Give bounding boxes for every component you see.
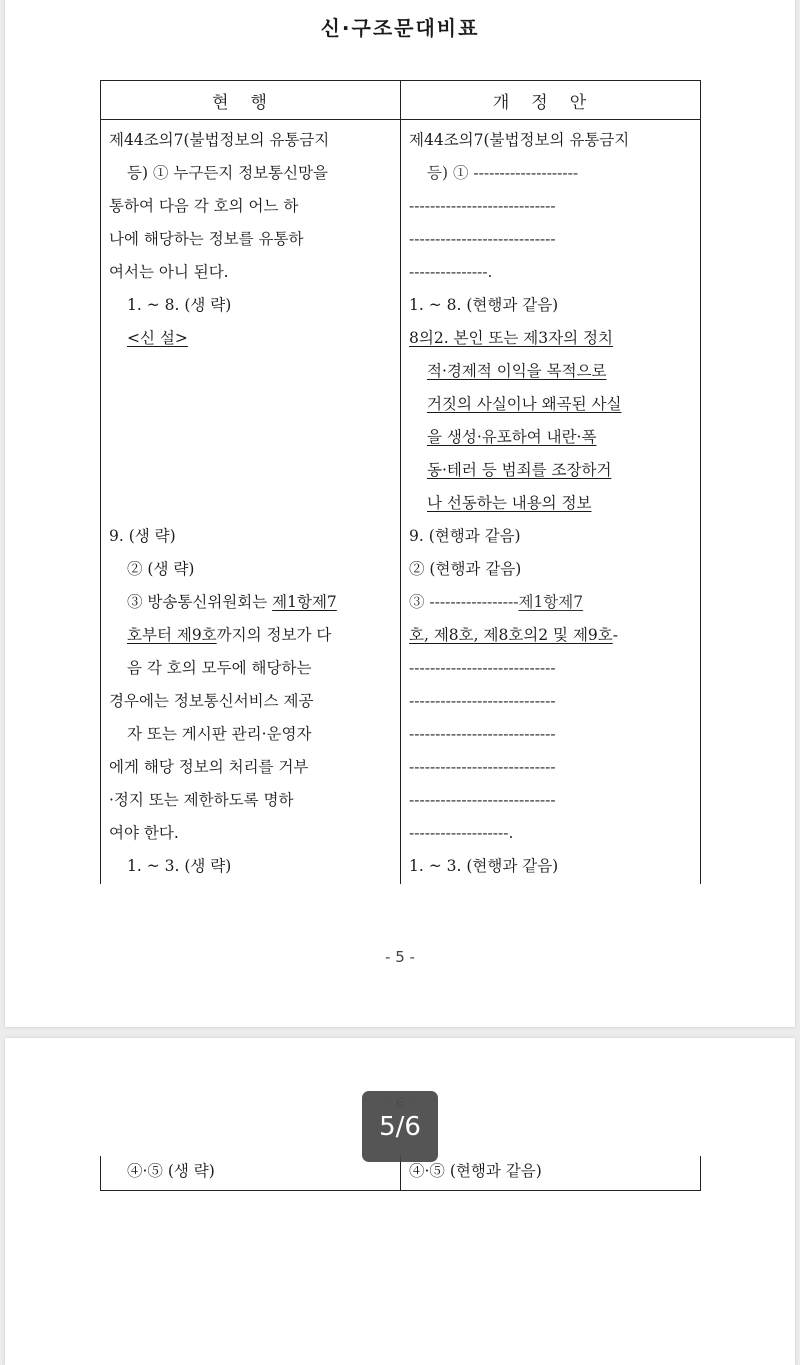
page-number: - 5 - xyxy=(385,948,415,966)
revised-item-8-2-line: 거짓의 사실이나 왜곡된 사실 xyxy=(427,395,622,413)
current-item-9: 9. (생 략) xyxy=(109,527,176,545)
current-para-3-line: 음 각 호의 모두에 해당하는 xyxy=(127,659,312,677)
current-para-3-line: 에게 해당 정보의 처리를 거부 xyxy=(109,758,309,776)
revised-para-3-line: ③ -----------------제1항제7 xyxy=(409,593,584,611)
revised-dash-line: ---------------------------- xyxy=(409,692,556,710)
current-article-line: 등) ① 누구든지 정보통신망을 xyxy=(127,164,329,182)
revised-items-1-8: 1. ~ 8. (현행과 같음) xyxy=(409,296,559,314)
revised-column-header: 개정안 xyxy=(401,81,701,120)
revised-law-cell xyxy=(401,1156,701,1191)
current-article-line: 통하여 다음 각 호의 어느 하 xyxy=(109,197,299,215)
current-para-3-line: 호부터 제9호까지의 정보가 다 xyxy=(127,626,332,644)
revised-dash-line: ---------------------------- xyxy=(409,659,556,677)
revised-item-8-2-line: 8의2. 본인 또는 제3자의 정치 xyxy=(409,329,613,347)
current-para-3-line: ·정지 또는 제한하도록 명하 xyxy=(109,791,294,809)
revised-article-line: 제44조의7(불법정보의 유통금지 xyxy=(409,131,630,149)
document-page-5 xyxy=(5,0,795,1027)
current-para-3-line: 경우에는 정보통신서비스 제공 xyxy=(109,692,314,710)
revised-items-1-3: 1. ~ 3. (현행과 같음) xyxy=(409,857,559,875)
current-law-cell xyxy=(101,120,401,885)
revised-dash-line: -------------------. xyxy=(409,824,514,842)
current-para-4-5: ④·⑤ (생 략) xyxy=(127,1162,215,1180)
document-page-6 xyxy=(5,1038,795,1365)
revised-article-line: 등) ① -------------------- xyxy=(427,164,579,182)
current-para-3-line: 여야 한다. xyxy=(109,824,179,842)
revised-para-4-5: ④·⑤ (현행과 같음) xyxy=(409,1162,542,1180)
page-indicator-badge: 5/6 xyxy=(362,1091,438,1162)
current-article-line: 제44조의7(불법정보의 유통금지 xyxy=(109,131,330,149)
revised-item-8-2-line: 동·테러 등 범죄를 조장하거 xyxy=(427,461,612,479)
revised-dash-line: ---------------------------- xyxy=(409,791,556,809)
revised-para-2: ② (현행과 같음) xyxy=(409,560,522,578)
revised-item-8-2-line: 나 선동하는 내용의 정보 xyxy=(427,494,592,512)
current-para-3-line: ③ 방송통신위원회는 제1항제7 xyxy=(127,593,337,611)
revised-dash-line: ---------------------------- xyxy=(409,197,556,215)
revised-item-8-2-line: 을 생성·유포하여 내란·폭 xyxy=(427,428,597,446)
current-article-line: 여서는 아니 된다. xyxy=(109,263,229,281)
comparison-table xyxy=(100,80,701,884)
revised-law-cell xyxy=(401,120,701,885)
revised-item-9: 9. (현행과 같음) xyxy=(409,527,521,545)
document-title: 신·구조문대비표 xyxy=(320,16,480,40)
current-items-1-8: 1. ~ 8. (생 략) xyxy=(127,296,232,314)
revised-item-8-2-line: 적·경제적 이익을 목적으로 xyxy=(427,362,607,380)
revised-para-3-line: 호, 제8호, 제8호의2 및 제9호- xyxy=(409,626,619,644)
revised-dash-line: ---------------------------- xyxy=(409,230,556,248)
revised-dash-line: ---------------------------- xyxy=(409,725,556,743)
current-para-3-line: 자 또는 게시판 관리·운영자 xyxy=(127,725,312,743)
current-new-provision: <신 설> xyxy=(127,329,188,347)
current-column-header: 현행 xyxy=(101,81,401,120)
current-article-line: 나에 해당하는 정보를 유통하 xyxy=(109,230,304,248)
current-items-1-3: 1. ~ 3. (생 략) xyxy=(127,857,232,875)
revised-dash-line: ---------------------------- xyxy=(409,758,556,776)
revised-dash-line: ---------------. xyxy=(409,263,493,281)
current-law-cell xyxy=(101,1156,401,1191)
current-para-2: ② (생 략) xyxy=(127,560,195,578)
